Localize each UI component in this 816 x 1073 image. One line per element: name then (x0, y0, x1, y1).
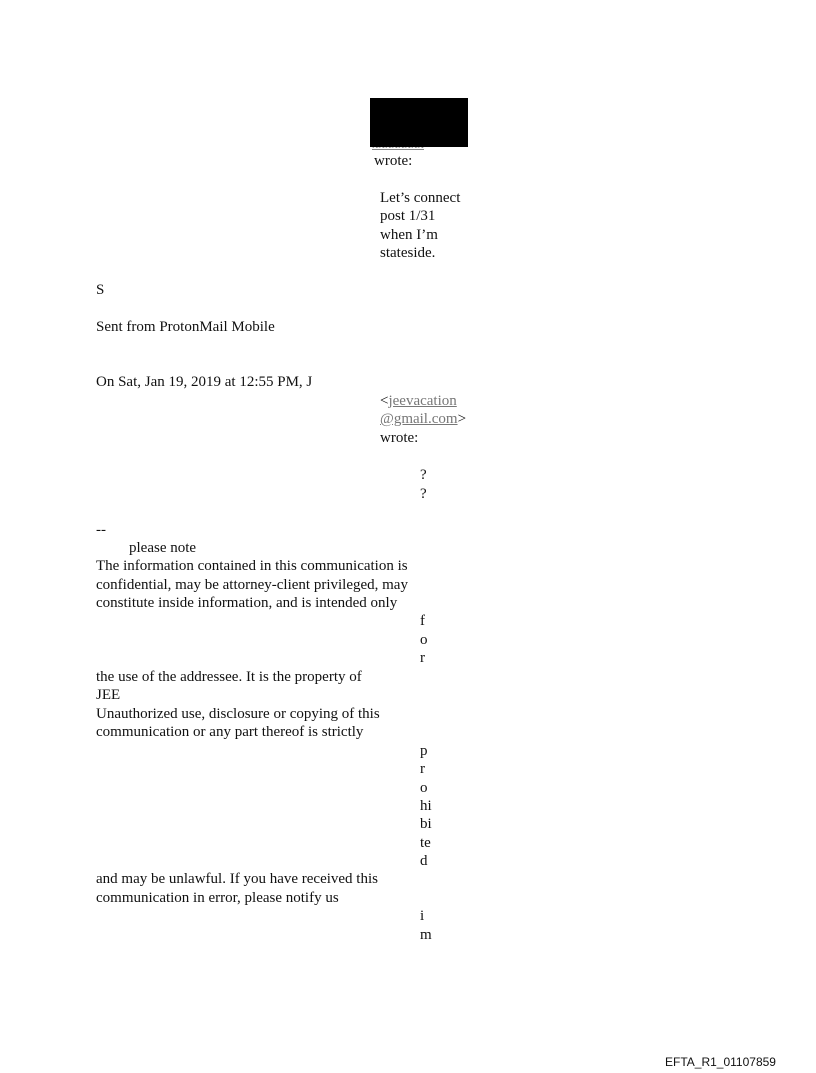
disclaimer-line: Unauthorized use, disclosure or copying of this (96, 706, 380, 722)
reply-line: post 1/31 (380, 208, 436, 224)
disclaimer-char: p (420, 743, 428, 759)
angle-open: < (380, 393, 389, 409)
reply-line: stateside. (380, 245, 436, 261)
disclaimer-line: communication in error, please notify us (96, 890, 339, 906)
disclaimer-char: i (420, 908, 425, 924)
please-note-label: please note (129, 540, 197, 556)
reply-line: Let’s connect (380, 190, 461, 206)
disclaimer-line: JEE (96, 687, 121, 703)
disclaimer-char: m (420, 927, 432, 943)
quoted-email-line-2 (380, 410, 466, 428)
angle-close: > (457, 411, 467, 427)
quoted-wrote-label: wrote: (380, 430, 419, 446)
disclaimer-line: communication or any part thereof is strictly (96, 724, 364, 740)
signature-initial: S (96, 282, 105, 298)
disclaimer-char: o (420, 780, 428, 796)
disclaimer-line: and may be unlawful. If you have received this (96, 871, 378, 887)
bates-stamp: EFTA_R1_01107859 (665, 1055, 776, 1069)
disclaimer-char: r (420, 650, 425, 666)
disclaimer-line: constitute inside information, and is intended only (96, 595, 398, 611)
quoted-on-line: On Sat, Jan 19, 2019 at 12:55 PM, J (96, 374, 313, 390)
disclaimer-char: d (420, 853, 428, 869)
signature-separator: -- (96, 522, 106, 538)
quoted-email-line-1 (380, 392, 457, 410)
reply-wrote-label: wrote: (374, 153, 413, 169)
disclaimer-line: the use of the addressee. It is the property of (96, 669, 362, 685)
reply-line: when I’m (380, 227, 438, 243)
redaction-box (370, 98, 468, 147)
disclaimer-line: The information contained in this communication is (96, 558, 408, 574)
quoted-body-line: ? (420, 467, 427, 483)
disclaimer-char: f (420, 613, 425, 629)
sent-from-line: Sent from ProtonMail Mobile (96, 319, 275, 335)
disclaimer-char: o (420, 632, 428, 648)
quoted-body-line: ? (420, 486, 427, 502)
email-link-part1[interactable]: jeevacation (388, 393, 457, 409)
disclaimer-char: hi (420, 798, 432, 814)
disclaimer-char: te (420, 835, 431, 851)
disclaimer-char: r (420, 761, 425, 777)
email-link-part2[interactable]: @gmail.com (380, 411, 458, 427)
disclaimer-char: bi (420, 816, 432, 832)
disclaimer-line: confidential, may be attorney-client privileged, may (96, 577, 408, 593)
